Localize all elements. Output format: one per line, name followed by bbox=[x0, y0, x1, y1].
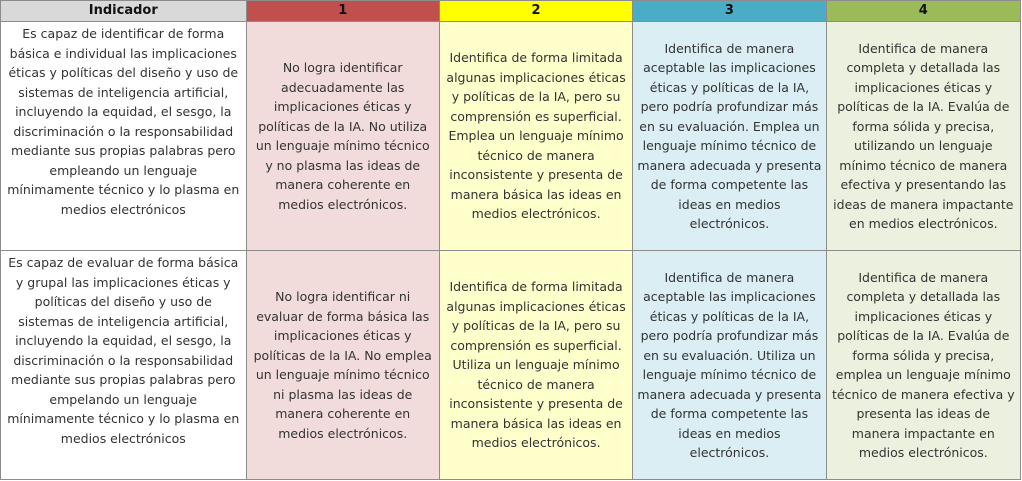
level-1-cell: No logra identificar adecuadamente las implicaciones éticas y políticas de la IA. No utiliza un lenguaje mínimo técnico y no plasma las ideas de manera coherente en medios electrónicos. bbox=[246, 22, 439, 251]
level-4-cell: Identifica de manera completa y detallada las implicaciones éticas y políticas de la IA. Evalúa de forma sólida y precisa, utilizando un lenguaje mínimo técnico de manera efectiva y presentando las ideas de manera impactante en medios electrónicos. bbox=[826, 22, 1020, 251]
header-level-1: 1 bbox=[246, 1, 439, 22]
level-4-cell: Identifica de manera completa y detallada las implicaciones éticas y políticas de la IA. Evalúa de forma sólida y precisa, emplea un lenguaje mínimo técnico de manera efectiva y presenta las ideas de manera impactante en medios electrónicos. bbox=[826, 251, 1020, 480]
indicator-cell: Es capaz de evaluar de forma básica y grupal las implicaciones éticas y políticas del diseño y uso de sistemas de inteligencia artificial, incluyendo la equidad, el sesgo, la discriminación o la responsabilidad mediante sus propias palabras pero empelando un lenguaje mínimamente técnico y lo plasma en medios electrónicos bbox=[1, 251, 247, 480]
header-level-4: 4 bbox=[826, 1, 1020, 22]
indicator-cell: Es capaz de identificar de forma básica e individual las implicaciones éticas y políticas del diseño y uso de sistemas de inteligencia artificial, incluyendo la equidad, el sesgo, la discriminación o la responsabilidad mediante sus propias palabras pero empleando un lenguaje mínimamente técnico y lo plasma en medios electrónicos bbox=[1, 22, 247, 251]
table-row bbox=[1, 251, 1021, 480]
level-2-cell: Identifica de forma limitada algunas implicaciones éticas y políticas de la IA, pero su comprensión es superficial. Utiliza un lenguaje mínimo técnico de manera inconsistente y presenta de manera básica las ideas en medios electrónicos. bbox=[439, 251, 632, 480]
level-2-cell: Identifica de forma limitada algunas implicaciones éticas y políticas de la IA, pero su comprensión es superficial. Emplea un lenguaje mínimo técnico de manera inconsistente y presenta de manera básica las ideas en medios electrónicos. bbox=[439, 22, 632, 251]
header-level-2: 2 bbox=[439, 1, 632, 22]
header-row bbox=[1, 1, 1021, 22]
level-3-cell: Identifica de manera aceptable las implicaciones éticas y políticas de la IA, pero podría profundizar más en su evaluación. Utiliza un lenguaje mínimo técnico de manera adecuada y presenta de forma competente las ideas en medios electrónicos. bbox=[633, 251, 826, 480]
level-3-cell: Identifica de manera aceptable las implicaciones éticas y políticas de la IA, pero podría profundizar más en su evaluación. Emplea un lenguaje mínimo técnico de manera adecuada y presenta de forma competente las ideas en medios electrónicos. bbox=[633, 22, 826, 251]
table-row bbox=[1, 22, 1021, 251]
header-level-3: 3 bbox=[633, 1, 826, 22]
header-indicador: Indicador bbox=[1, 1, 247, 22]
level-1-cell: No logra identificar ni evaluar de forma básica las implicaciones éticas y políticas de la IA. No emplea un lenguaje mínimo técnico ni plasma las ideas de manera coherente en medios electrónicos. bbox=[246, 251, 439, 480]
